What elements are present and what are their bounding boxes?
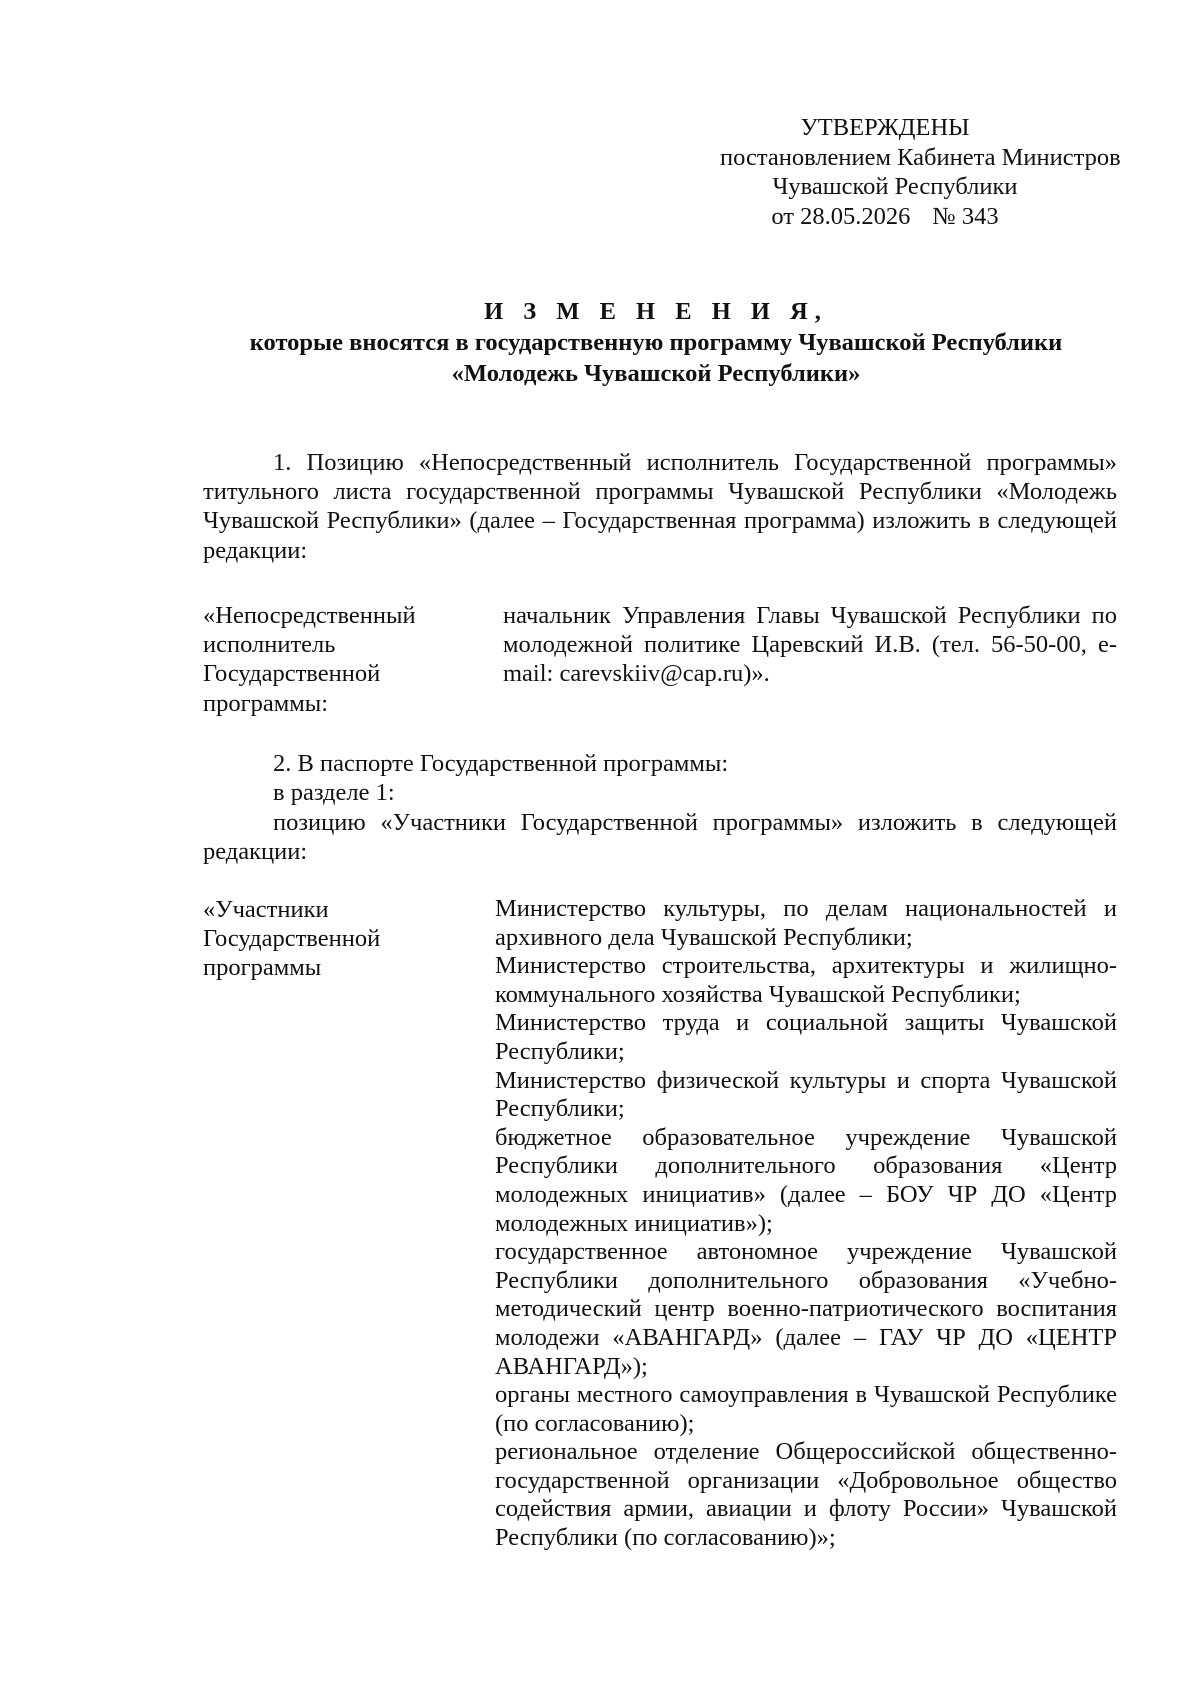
table2-label-cell: «Участники Государственной программы bbox=[203, 896, 381, 982]
participant-entry: Министерство строительства, архитектуры и жилищно-коммунального хозяйства Чувашской Республики; bbox=[495, 952, 1117, 1008]
document-heading bbox=[130, 296, 1182, 389]
approval-stamp-block bbox=[650, 113, 1120, 231]
approval-date-number bbox=[650, 202, 1120, 232]
approval-date: от 28.05.2026 bbox=[771, 202, 911, 230]
table2-value-cell bbox=[495, 895, 1117, 1553]
participant-entry: бюджетное образовательное учреждение Чувашской Республики дополнительного образования «Центр молодежных инициатив» (далее – БОУ ЧР ДО «Центр молодежных инициатив»); bbox=[495, 1123, 1117, 1237]
approval-republic: Чувашской Республики bbox=[772, 173, 1018, 200]
section-1-paragraph: 1. Позицию «Непосредственный исполнитель Государственной программы» титульного листа государственной программы Чувашской Республики «Молодежь Чувашской Республики» (далее – Государственная программа) изложить в следующей редакции: bbox=[203, 449, 1117, 564]
approval-title: УТВЕРЖДЕНЫ bbox=[800, 114, 970, 141]
participant-entry: региональное отделение Общероссийской общественно-государственной организации «Добровольное общество содействия армии, авиации и флоту России» Чувашской Республики (по согласованию)»; bbox=[495, 1438, 1117, 1552]
participant-entry: Министерство культуры, по делам национальностей и архивного дела Чувашской Республики; bbox=[495, 895, 1117, 951]
participant-entry: Министерство физической культуры и спорта Чувашской Республики; bbox=[495, 1066, 1117, 1123]
section-2-line-1: 2. В паспорте Государственной программы: bbox=[273, 750, 729, 777]
heading-title: И З М Е Н Е Н И Я, bbox=[484, 298, 828, 325]
participant-entry: государственное автономное учреждение Чувашской Республики дополнительного образования «Учебно-методический центр военно-патриотического воспитания молодежи «АВАНГАРД» (далее – ГАУ ЧР ДО «ЦЕНТР АВАНГАРД»); bbox=[495, 1238, 1117, 1380]
section-2-line-3: позицию «Участники Государственной программы» изложить в следующей редакции: bbox=[203, 808, 1117, 865]
approval-issuer: постановлением Кабинета Министров bbox=[720, 143, 1121, 171]
participant-entry: Министерство труда и социальной защиты Чувашской Республики; bbox=[495, 1009, 1117, 1065]
participant-entry: органы местного самоуправления в Чувашской Республике (по согласованию); bbox=[495, 1381, 1117, 1437]
section-2-block bbox=[203, 749, 1117, 866]
heading-subtitle: которые вносятся в государственную программу Чувашской Республики bbox=[249, 329, 1063, 356]
table1-value-cell: начальник Управления Главы Чувашской Республики по молодежной политике Царевский И.В. (тел. 56-50-00, e-mail: carevskiiv@cap.ru)». bbox=[503, 602, 1117, 688]
table1-label-cell: «Непосредственный исполнитель Государственной программы: bbox=[203, 602, 416, 717]
heading-program-name: «Молодежь Чувашской Республики» bbox=[451, 360, 861, 387]
approval-number: № 343 bbox=[932, 202, 999, 230]
section-2-line-2: в разделе 1: bbox=[273, 779, 395, 807]
